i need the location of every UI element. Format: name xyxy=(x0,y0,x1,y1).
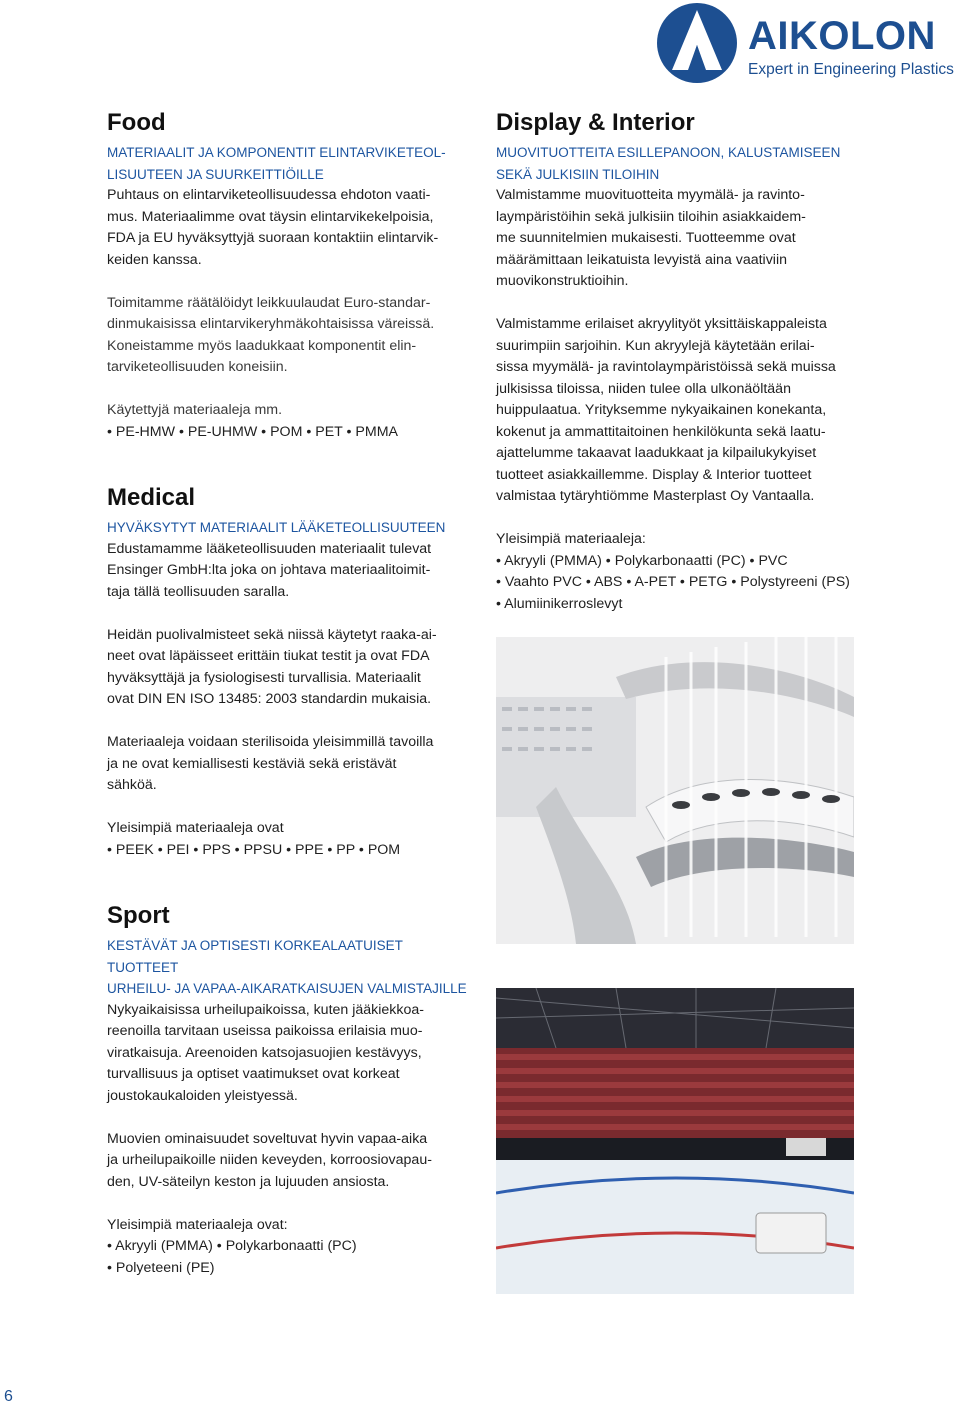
medical-materials-list: • PEEK • PEI • PPS • PPSU • PPE • PP • POM xyxy=(107,841,401,858)
food-materials-label: Käytettyjä materiaaleja mm. xyxy=(107,402,283,418)
display-materials-list xyxy=(496,551,866,616)
food-section xyxy=(107,108,475,443)
display-subtitle: MUOVITUOTTEITA ESILLEPANOON, KALUSTAMISEEN SEKÄ JULKISIIN TILOIHIN xyxy=(496,145,841,182)
food-paragraph-2: Toimitamme räätälöidyt leikkuulaudat Euro-standar- dinmukaisissa elintarvikeryhmäkohtaisissa väreissä. Koneistamme myös laadukkaat komponentit elin- tarviketeollisuuden koneisiin. xyxy=(107,294,435,375)
display-materials-line: • Vaahto PVC • ABS • A-PET • PETG • Polystyreeni (PS) xyxy=(496,574,850,590)
display-paragraph-2: Valmistamme erilaiset akryylityöt yksittäiskappaleista suurimpiin sarjoihin. Kun akryylejä käytetään erilai- sissa myymälä- ja ravintolaympäristöissä sekä muissa julkisissa tiloissa, niiden tulee olla ulkonäöltään huippulaatua. Yrityksemme nykyaikainen konekanta, kokenut ja ammattitaitoinen henkilökunta sekä laatu- ajattelumme takaavat laadukkaat ja kilpailukykyiset tuotteet asiakkaillemme. Display & Interior tuotteet valmistaa tytäryhtiömme Masterplast Oy Vantaalla. xyxy=(496,316,836,504)
brand-tagline: Expert in Engineering Plastics xyxy=(748,61,954,78)
medical-subtitle: HYVÄKSYTYT MATERIAALIT LÄÄKETEOLLISUUTEEN xyxy=(107,520,446,535)
display-title: Display & Interior xyxy=(496,109,695,136)
food-title: Food xyxy=(107,109,166,136)
food-paragraph-1: Puhtaus on elintarviketeollisuudessa ehdoton vaati- mus. Materiaalimme ovat täysin elintarvikekelpoisia, FDA ja EU hyväksyttyjä suoraan kontaktiin elintarvik- keiden kanssa. xyxy=(107,187,439,268)
display-materials-line: • Akryyli (PMMA) • Polykarbonaatti (PC) • PVC xyxy=(496,552,788,569)
sport-title: Sport xyxy=(107,902,170,929)
ice-arena-photo xyxy=(496,988,854,1294)
sport-paragraph-1: Nykyaikaisissa urheilupaikoissa, kuten jääkiekkoa- reenoilla tarvitaan useissa paikoissa erilaisia muo- viratkaisuja. Areenoiden katsojasuojien kestävyys, turvallisuus ja optiset vaatimukset ovat korkeat joustokaukaloiden yleistyessä. xyxy=(107,1001,425,1104)
medical-materials-label: Yleisimpiä materiaaleja ovat xyxy=(107,820,284,836)
left-column xyxy=(107,108,475,1279)
medical-paragraph-1: Edustamamme lääketeollisuuden materiaalit tulevat Ensinger GmbH:lta joka on johtava materiaalitoimit- taja tällä teollisuuden saralla. xyxy=(107,540,432,600)
food-materials-list: • PE-HMW • PE-UHMW • POM • PET • PMMA xyxy=(107,423,398,440)
brand-name: AIKOLON xyxy=(748,14,936,58)
sport-paragraph-2: Muovien ominaisuudet soveltuvat hyvin vapaa-aika ja urheilupaikoille niiden keveyden, korroosiovapau- den, UV-säteilyn keston ja lujuuden ansiosta. xyxy=(107,1130,432,1190)
sport-materials-list xyxy=(107,1236,475,1279)
medical-paragraph-2: Heidän puolivalmisteet sekä niissä käytetyt raaka-ai- neet ovat läpäisseet erittäin tiukat testit ja ovat FDA hyväksyttäjä ja fysiologisesti turvallisia. Materiaalit ovat DIN EN ISO 13485: 2003 standardin mukaisia. xyxy=(107,626,437,707)
page-number: 6 xyxy=(4,1388,13,1405)
logo-mark-icon xyxy=(652,0,742,86)
medical-section xyxy=(107,483,475,861)
right-column xyxy=(496,108,866,615)
sport-materials-line: • Akryyli (PMMA) • Polykarbonaatti (PC) xyxy=(107,1238,357,1254)
sport-materials-label: Yleisimpiä materiaaleja ovat: xyxy=(107,1216,288,1233)
display-materials-label: Yleisimpiä materiaaleja: xyxy=(496,531,646,547)
aikolon-logo xyxy=(652,0,952,86)
sport-subtitle: KESTÄVÄT JA OPTISESTI KORKEALAATUISET TUOTTEET URHEILU- JA VAPAA-AIKARATKAISUJEN VALMISTAJILLE xyxy=(107,938,467,996)
medical-title: Medical xyxy=(107,484,196,511)
display-section xyxy=(496,108,866,615)
food-subtitle: MATERIAALIT JA KOMPONENTIT ELINTARVIKETEOL- LISUUTEEN JA SUURKEITTIÖILLE xyxy=(107,145,446,182)
display-paragraph-1: Valmistamme muovituotteita myymälä- ja ravinto- laympäristöihin sekä julkisiin tiloihin asiakkaidem- me suunnitelmien mukaisesti. Tuotteemme ovat määrämittaan leikatuista levyistä aina vaativiin muovikonstruktioihin. xyxy=(496,187,806,289)
sport-materials-line: • Polyeteeni (PE) xyxy=(107,1259,215,1276)
display-interior-photo xyxy=(496,637,854,944)
medical-paragraph-3: Materiaaleja voidaan sterilisoida yleisimmillä tavoilla ja ne ovat kemiallisesti kestäviä sekä eristävät sähköä. xyxy=(107,734,434,793)
sport-section xyxy=(107,901,475,1279)
display-materials-line: • Alumiinikerroslevyt xyxy=(496,595,623,612)
